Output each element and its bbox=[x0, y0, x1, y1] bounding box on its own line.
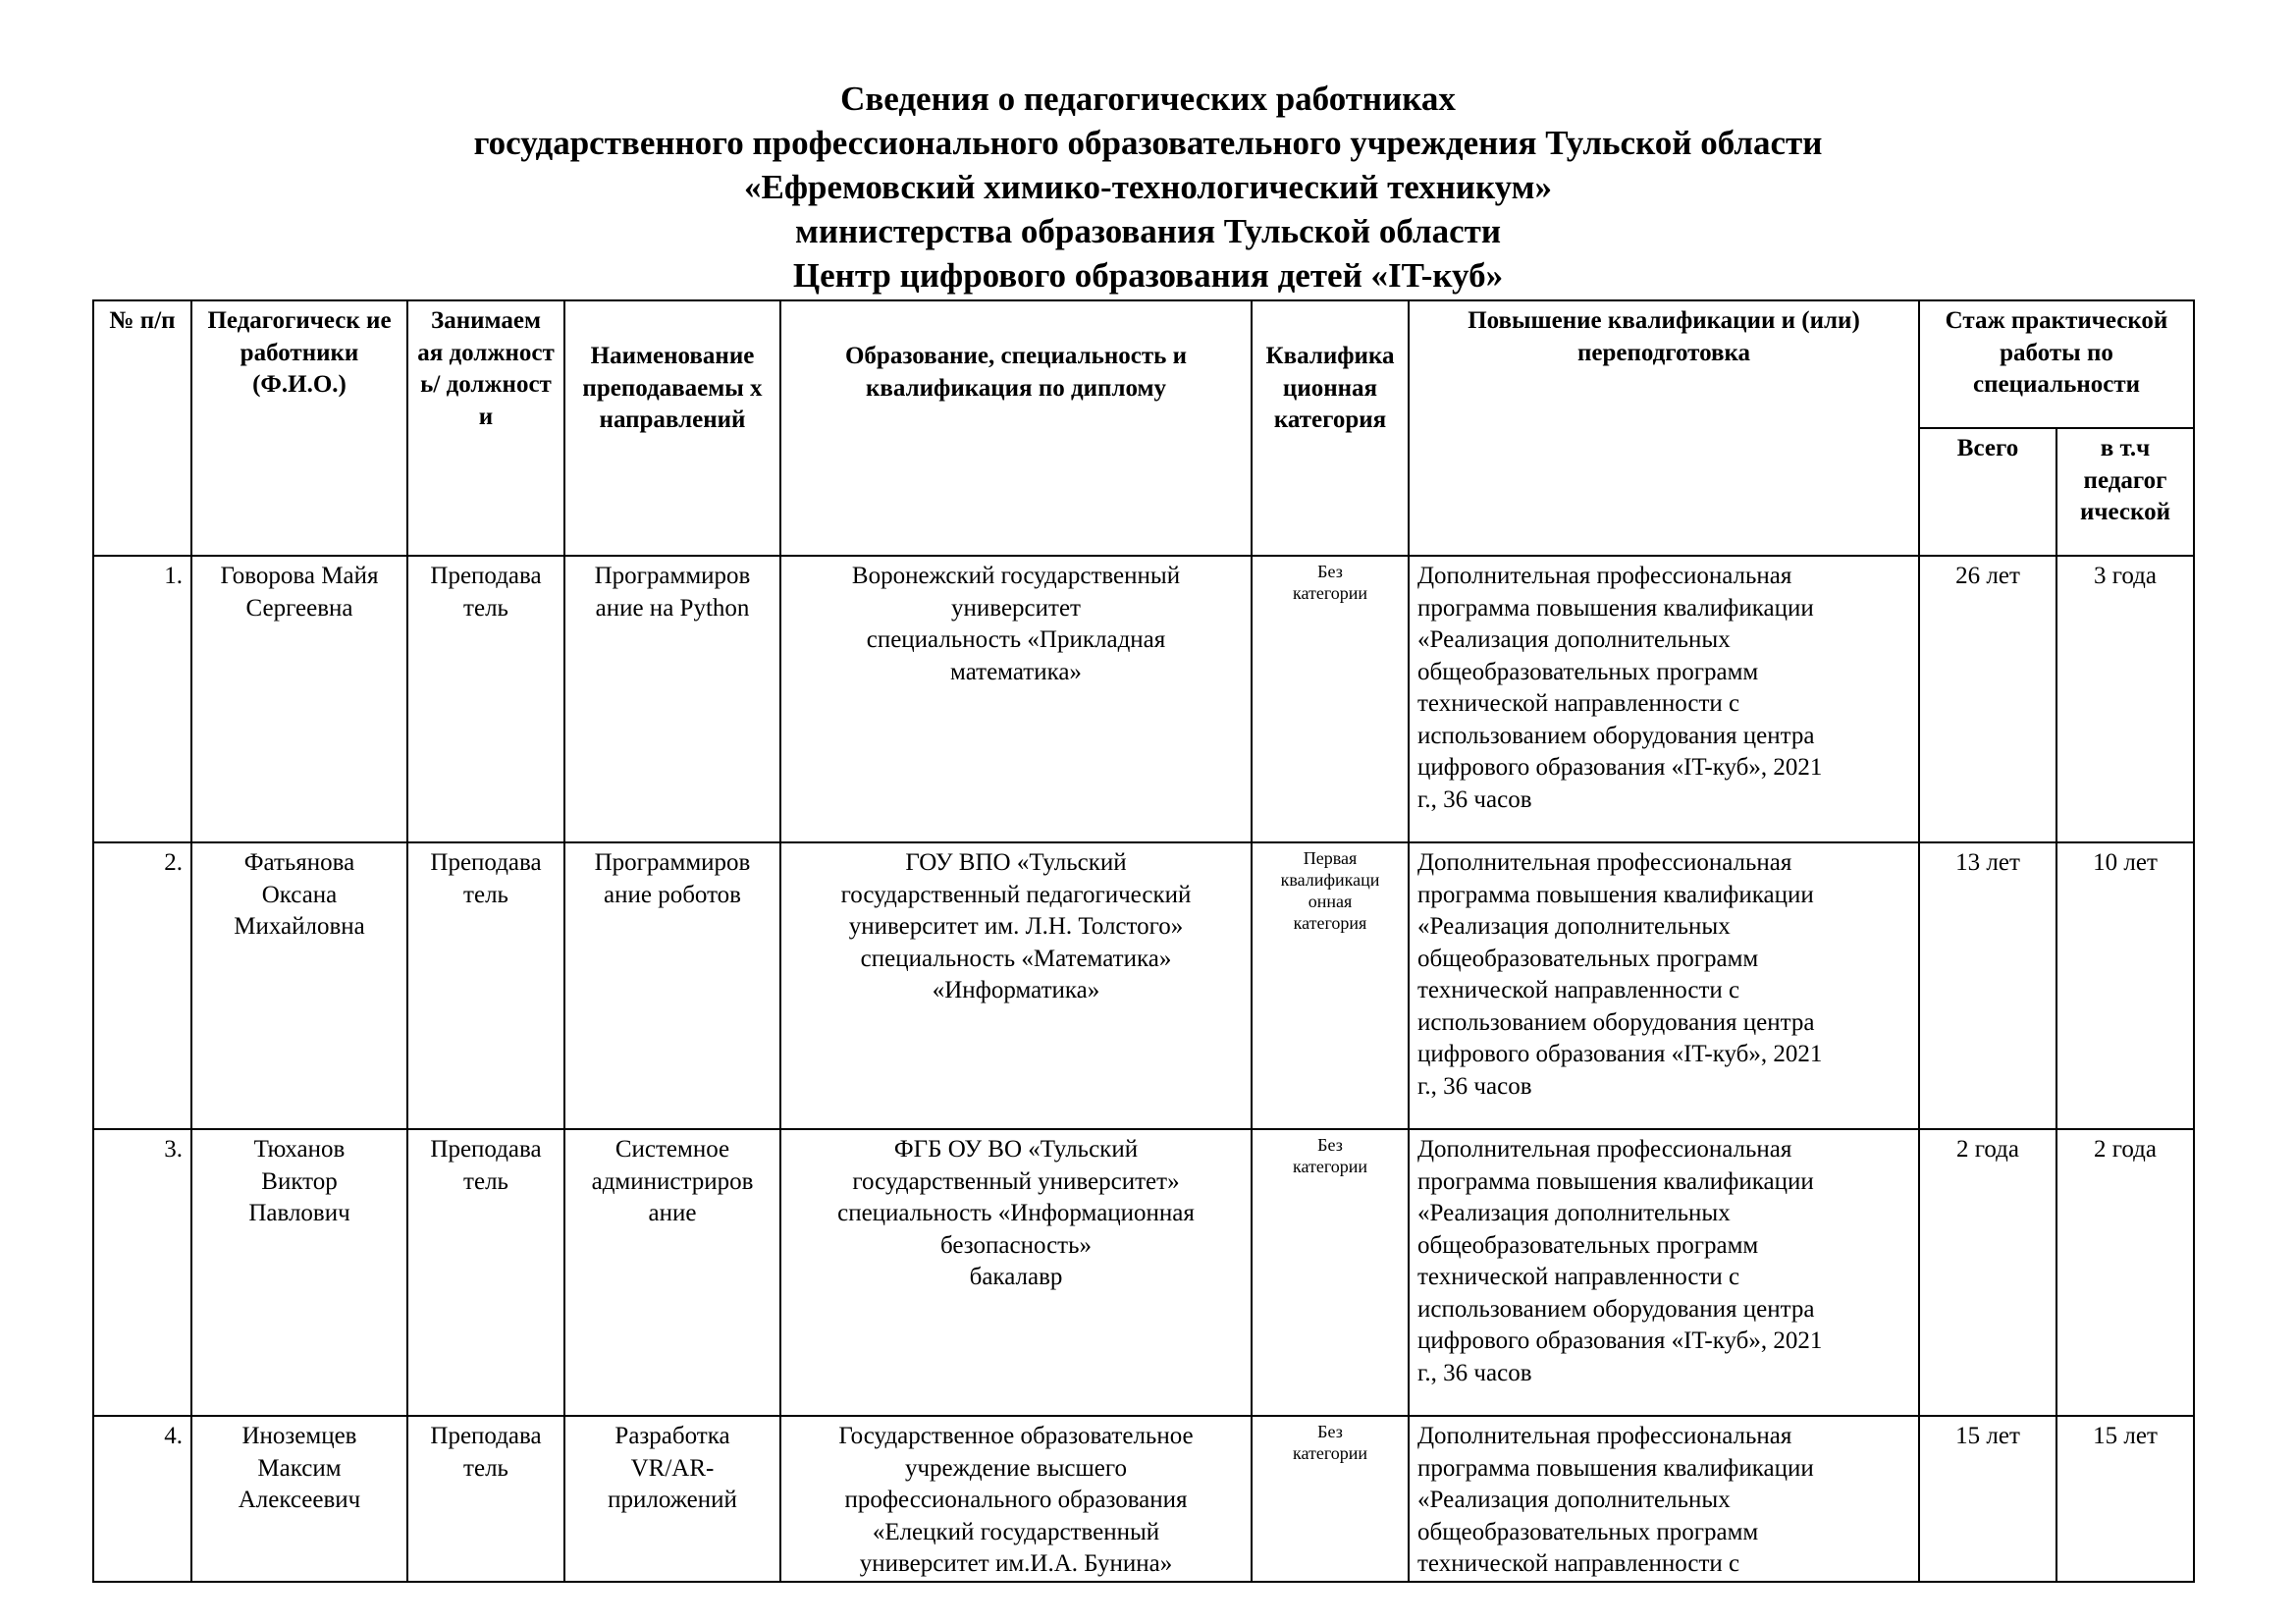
cell-category: Без категории bbox=[1252, 556, 1409, 842]
cell-position: Преподава тель bbox=[407, 556, 564, 842]
cell-education: ФГБ ОУ ВО «Тульский государственный университет» специальность «Информационная безопасность» бакалавр bbox=[780, 1129, 1252, 1416]
cell-num: 4. bbox=[93, 1416, 191, 1582]
cell-exp-total: 13 лет bbox=[1919, 842, 2056, 1129]
header-num: № п/п bbox=[93, 300, 191, 556]
cell-num: 2. bbox=[93, 842, 191, 1129]
title-line-5: Центр цифрового образования детей «IT-куб» bbox=[792, 256, 1504, 295]
cell-exp-total: 26 лет bbox=[1919, 556, 2056, 842]
cell-subjects: Разработка VR/AR- приложений bbox=[564, 1416, 780, 1582]
cell-exp-ped: 10 лет bbox=[2056, 842, 2194, 1129]
table-row bbox=[93, 556, 2194, 842]
title-line-4: министерства образования Тульской области bbox=[794, 212, 1501, 250]
cell-num: 1. bbox=[93, 556, 191, 842]
cell-exp-ped: 2 года bbox=[2056, 1129, 2194, 1416]
cell-subjects: Программиров ание роботов bbox=[564, 842, 780, 1129]
title-line-3: «Ефремовский химико-технологический техникум» bbox=[743, 168, 1553, 206]
title-line-1: Сведения о педагогических работниках bbox=[840, 80, 1456, 118]
document-title bbox=[0, 77, 2296, 298]
cell-num: 3. bbox=[93, 1129, 191, 1416]
cell-position: Преподава тель bbox=[407, 1416, 564, 1582]
header-exp-total: Всего bbox=[1919, 428, 2056, 556]
cell-category: Первая квалификаци онная категория bbox=[1252, 842, 1409, 1129]
cell-training: Дополнительная профессиональная программа повышения квалификации «Реализация дополнительных общеобразовательных программ технической направленности с использованием оборудования центра цифрового образования «IT-куб», 2021 г., 36 часов bbox=[1409, 842, 1919, 1129]
table-header-row bbox=[93, 300, 2194, 428]
cell-subjects: Системное администриров ание bbox=[564, 1129, 780, 1416]
cell-name: Фатьянова Оксана Михайловна bbox=[191, 842, 407, 1129]
header-position: Занимаем ая должност ь/ должност и bbox=[407, 300, 564, 556]
cell-position: Преподава тель bbox=[407, 1129, 564, 1416]
header-training: Повышение квалификации и (или) переподготовка bbox=[1409, 300, 1919, 556]
header-education: Образование, специальность и квалификация по диплому bbox=[780, 300, 1252, 556]
header-name: Педагогическ ие работники (Ф.И.О.) bbox=[191, 300, 407, 556]
cell-training: Дополнительная профессиональная программа повышения квалификации «Реализация дополнительных общеобразовательных программ технической направленности с использованием оборудования центра цифрового образования «IT-куб», 2021 г., 36 часов bbox=[1409, 556, 1919, 842]
header-experience: Стаж практической работы по специальности bbox=[1919, 300, 2194, 428]
cell-training: Дополнительная профессиональная программа повышения квалификации «Реализация дополнительных общеобразовательных программ технической направленности с использованием оборудования центра цифрового образования «IT-куб», 2021 г., 36 часов bbox=[1409, 1129, 1919, 1416]
header-subjects: Наименование преподаваемы х направлений bbox=[564, 300, 780, 556]
cell-exp-total: 15 лет bbox=[1919, 1416, 2056, 1582]
cell-exp-total: 2 года bbox=[1919, 1129, 2056, 1416]
cell-training: Дополнительная профессиональная программа повышения квалификации «Реализация дополнительных общеобразовательных программ технической направленности с bbox=[1409, 1416, 1919, 1582]
cell-exp-ped: 15 лет bbox=[2056, 1416, 2194, 1582]
table-row bbox=[93, 1416, 2194, 1582]
cell-category: Без категории bbox=[1252, 1416, 1409, 1582]
staff-table bbox=[92, 299, 2195, 1583]
table-row bbox=[93, 1129, 2194, 1416]
cell-education: ГОУ ВПО «Тульский государственный педагогический университет им. Л.Н. Толстого» специальность «Математика» «Информатика» bbox=[780, 842, 1252, 1129]
cell-name: Говорова Майя Сергеевна bbox=[191, 556, 407, 842]
header-category: Квалифика ционная категория bbox=[1252, 300, 1409, 556]
table-row bbox=[93, 842, 2194, 1129]
cell-subjects: Программиров ание на Python bbox=[564, 556, 780, 842]
title-line-2: государственного профессионального образовательного учреждения Тульской области bbox=[473, 124, 1823, 162]
cell-position: Преподава тель bbox=[407, 842, 564, 1129]
cell-name: Тюханов Виктор Павлович bbox=[191, 1129, 407, 1416]
header-exp-ped: в т.ч педагог ической bbox=[2056, 428, 2194, 556]
cell-education: Государственное образовательное учреждение высшего профессионального образования «Елецкий государственный университет им.И.А. Бунина» bbox=[780, 1416, 1252, 1582]
cell-category: Без категории bbox=[1252, 1129, 1409, 1416]
cell-exp-ped: 3 года bbox=[2056, 556, 2194, 842]
cell-education: Воронежский государственный университет специальность «Прикладная математика» bbox=[780, 556, 1252, 842]
cell-name: Иноземцев Максим Алексеевич bbox=[191, 1416, 407, 1582]
